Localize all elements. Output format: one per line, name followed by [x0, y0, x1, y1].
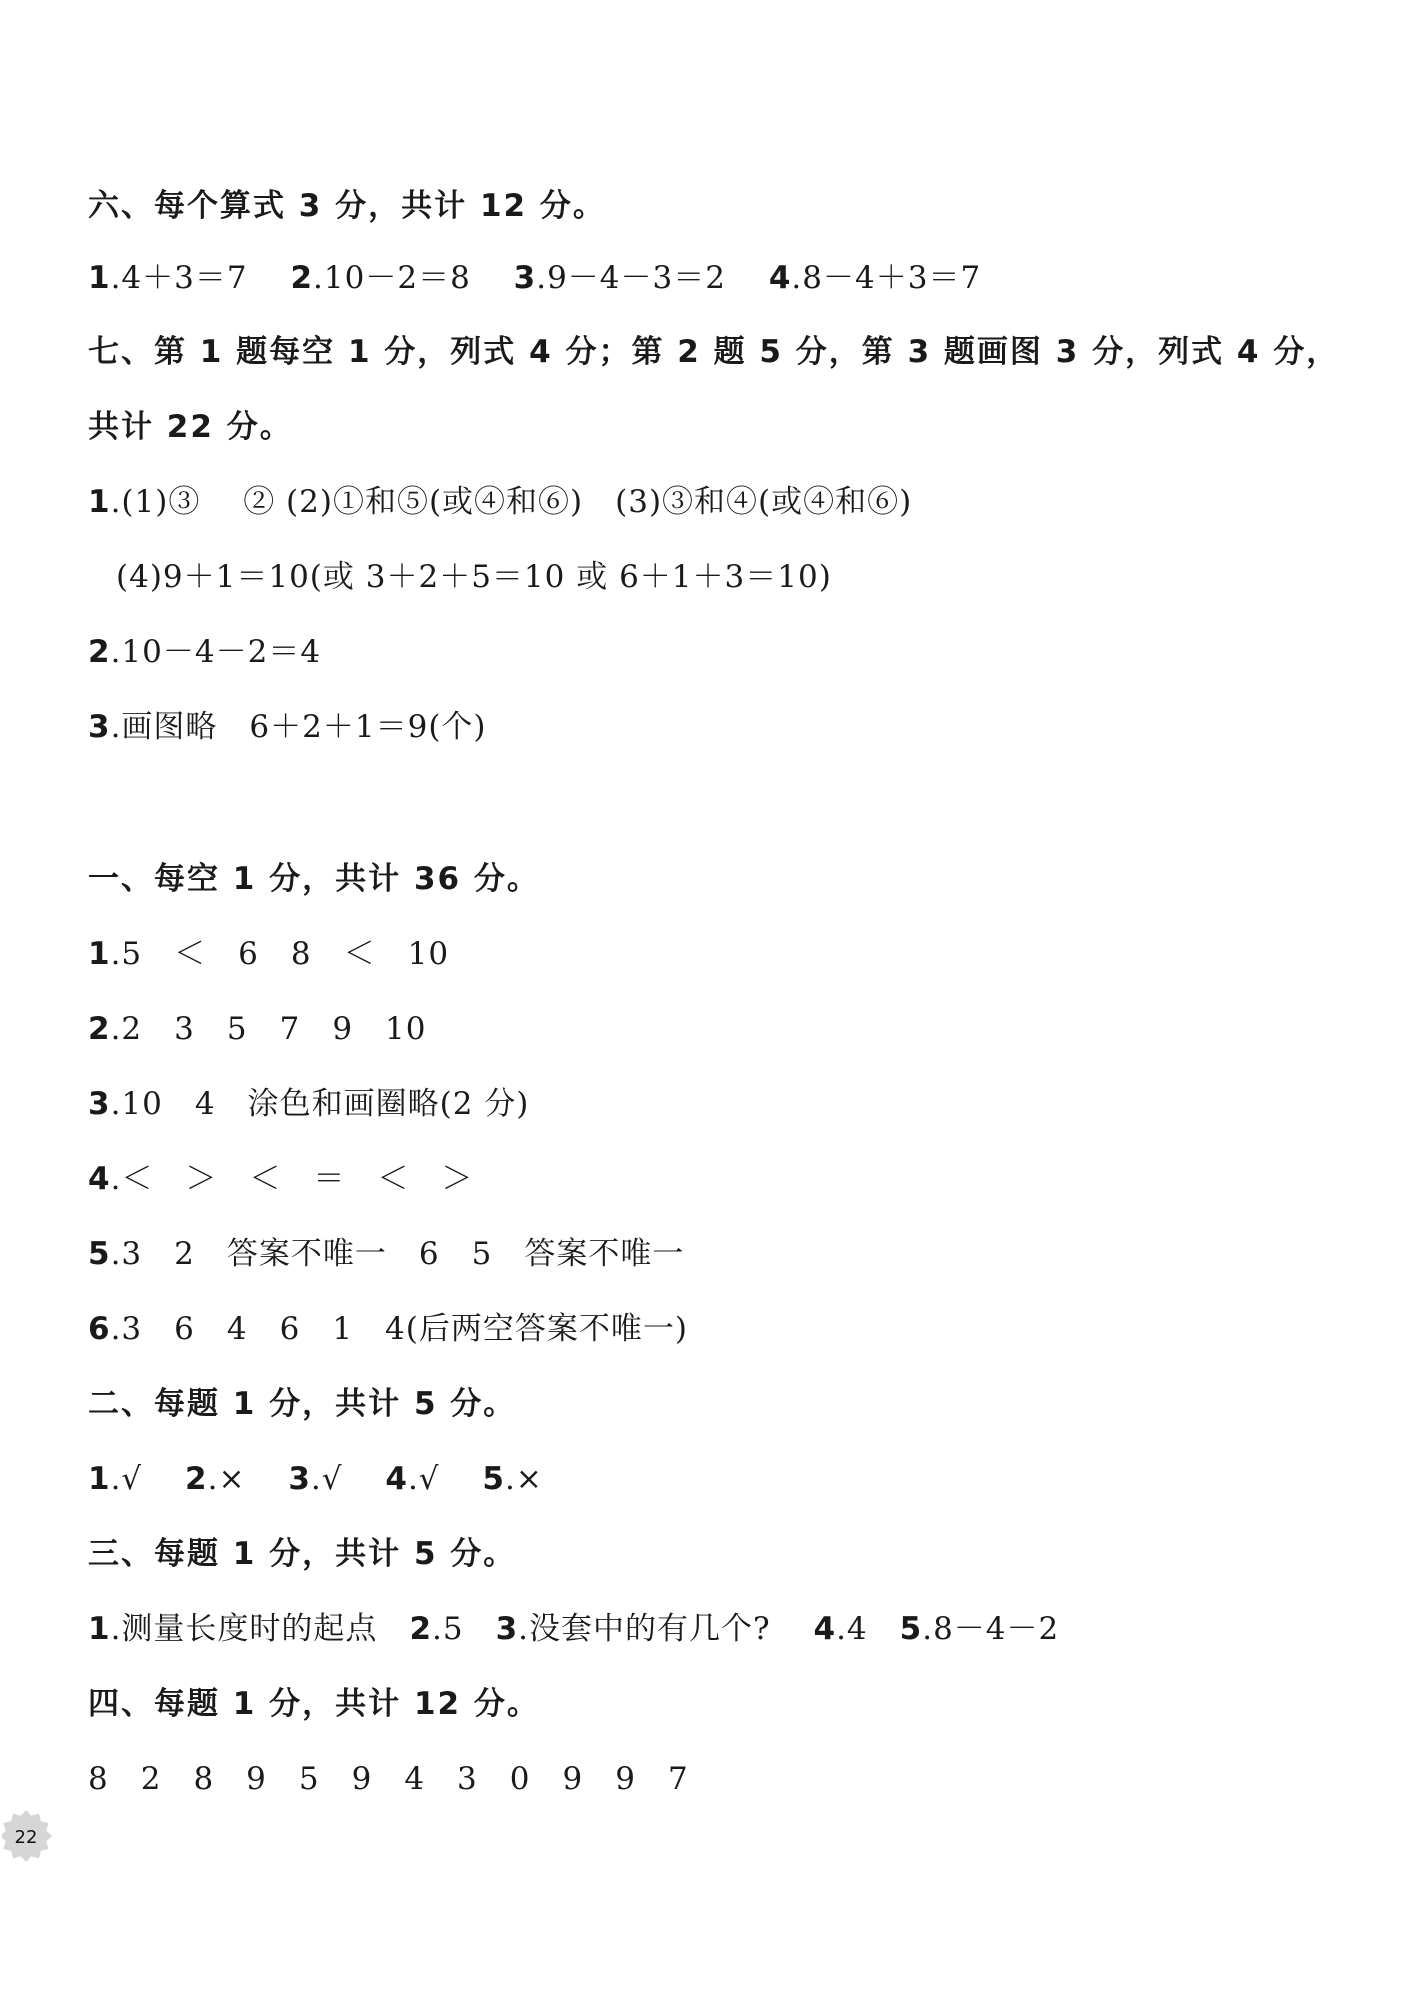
- answer-line: [88, 1309, 688, 1349]
- answer-text: .＜ ＞ ＜ ＝ ＜ ＞: [110, 1161, 474, 1197]
- page-number-badge: [2, 1808, 58, 1864]
- answer-line: [88, 1159, 473, 1199]
- answer-text: .画图略 6＋2＋1＝9(个): [110, 709, 487, 745]
- section-two-heading: 二、每题 1 分，共计 5 分。: [88, 1386, 517, 1422]
- answer-text: .2 3 5 7 9 10: [110, 1011, 427, 1047]
- answer-line: [88, 934, 449, 974]
- answer-line: [88, 482, 912, 522]
- answer-line: [88, 1234, 684, 1274]
- answer-text: .没套中的有几个?: [518, 1611, 814, 1647]
- answer-text: .√: [407, 1461, 483, 1497]
- item-number: 3: [495, 1611, 519, 1647]
- item-number: 1: [88, 260, 111, 296]
- item-number: 4: [813, 1611, 837, 1647]
- item-number: 1: [88, 1611, 111, 1647]
- item-number: 2: [185, 1461, 208, 1497]
- answer-text: .10 4 涂色和画圈略(2 分): [110, 1086, 530, 1122]
- item-number: 5: [899, 1611, 923, 1647]
- item-number: 2: [88, 634, 111, 670]
- answer-text: .4＋3＝7: [110, 260, 291, 296]
- answer-line: [88, 1009, 427, 1049]
- item-number: 5: [88, 1236, 111, 1272]
- item-number: 1: [88, 1461, 111, 1497]
- item-number: 2: [409, 1611, 433, 1647]
- answer-text: .10－2＝8: [313, 260, 514, 296]
- answer-text: .10－4－2＝4: [110, 634, 322, 670]
- section-six-heading: 六、每个算式 3 分，共计 12 分。: [88, 188, 606, 224]
- item-number: 6: [88, 1311, 111, 1347]
- answer-text: .√: [310, 1461, 386, 1497]
- answer-text: .5: [432, 1611, 496, 1647]
- item-number: 1: [88, 936, 111, 972]
- answer-line: [88, 1084, 529, 1124]
- section-seven-heading-cont: 共计 22 分。: [88, 409, 293, 445]
- answer-text: .3 2 答案不唯一 6 5 答案不唯一: [110, 1236, 685, 1272]
- page-number: 22: [14, 1827, 38, 1848]
- item-number: 5: [482, 1461, 505, 1497]
- answer-text: .×: [504, 1461, 543, 1497]
- answer-text: .9－4－3＝2: [536, 260, 769, 296]
- section-four-heading: 四、每题 1 分，共计 12 分。: [88, 1686, 540, 1722]
- item-number: 1: [88, 484, 111, 520]
- answer-text: .4: [836, 1611, 900, 1647]
- item-number: 3: [288, 1461, 311, 1497]
- answer-text: .测量长度时的起点: [110, 1611, 410, 1647]
- answer-line: (4)9＋1＝10(或 3＋2＋5＝10 或 6＋1＋3＝10): [116, 559, 832, 595]
- answer-text: .8－4－2: [922, 1611, 1060, 1647]
- answer-text: .√: [110, 1461, 186, 1497]
- item-number: 3: [88, 1086, 111, 1122]
- item-number: 4: [768, 260, 792, 296]
- answer-line: [88, 1459, 543, 1499]
- item-number: 2: [88, 1011, 111, 1047]
- section-three-heading: 三、每题 1 分，共计 5 分。: [88, 1536, 517, 1572]
- answer-line: [88, 1609, 1059, 1649]
- item-number: 4: [385, 1461, 408, 1497]
- answer-text: .(1)③ ② (2)①和⑤(或④和⑥) (3)③和④(或④和⑥): [110, 484, 913, 520]
- item-number: 3: [513, 260, 537, 296]
- section-one-heading: 一、每空 1 分，共计 36 分。: [88, 861, 540, 897]
- section-seven-heading: 七、第 1 题每空 1 分，列式 4 分；第 2 题 5 分，第 3 题画图 3 分，列式 4 分，: [88, 334, 1340, 370]
- answer-text: .5 ＜ 6 8 ＜ 10: [110, 936, 450, 972]
- answer-line: [88, 632, 321, 672]
- item-number: 3: [88, 709, 111, 745]
- item-number: 4: [88, 1161, 111, 1197]
- answer-line: [88, 707, 487, 747]
- item-number: 2: [290, 260, 314, 296]
- answer-line: 8 2 8 9 5 9 4 3 0 9 9 7: [88, 1761, 689, 1797]
- answer-text: .8－4＋3＝7: [791, 260, 982, 296]
- answer-text: .3 6 4 6 1 4(后两空答案不唯一): [110, 1311, 688, 1347]
- answer-text: .×: [207, 1461, 289, 1497]
- answer-line: [88, 258, 981, 298]
